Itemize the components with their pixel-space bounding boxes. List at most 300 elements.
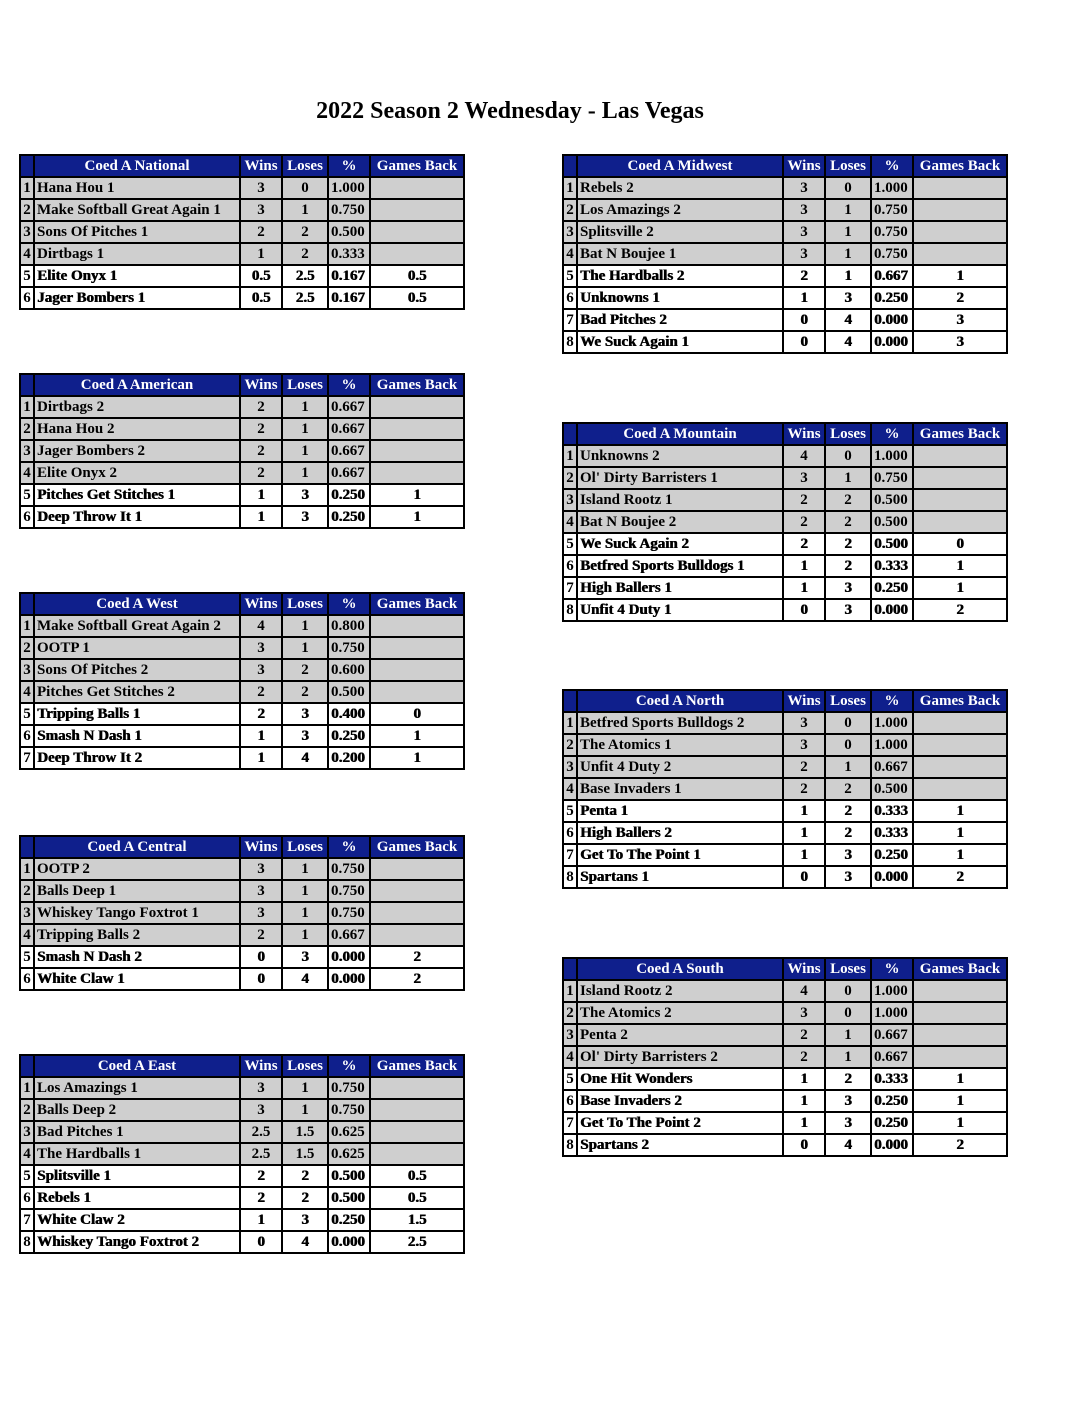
- loses-cell: 3: [282, 703, 328, 725]
- loses-cell: 2: [282, 1187, 328, 1209]
- rank-cell: 1: [20, 1077, 34, 1099]
- pct-cell: 0.000: [871, 309, 913, 331]
- rank-cell: 5: [20, 946, 34, 968]
- wins-cell: 3: [240, 177, 282, 199]
- team-name: Tripping Balls 2: [34, 924, 240, 946]
- team-name: High Ballers 2: [577, 822, 783, 844]
- games-back-cell: [913, 734, 1007, 756]
- table-row: [20, 462, 464, 484]
- header-wins: Wins: [240, 1055, 282, 1077]
- wins-cell: 1: [783, 1112, 825, 1134]
- games-back-cell: [370, 243, 464, 265]
- loses-cell: 1: [282, 902, 328, 924]
- table-row: [563, 778, 1007, 800]
- loses-cell: 2: [282, 681, 328, 703]
- games-back-cell: [370, 462, 464, 484]
- wins-cell: 2: [783, 533, 825, 555]
- rank-cell: 6: [20, 968, 34, 990]
- header-games-back: Games Back: [370, 155, 464, 177]
- pct-cell: 0.250: [328, 484, 370, 506]
- loses-cell: 3: [825, 577, 871, 599]
- team-name: Smash N Dash 2: [34, 946, 240, 968]
- header-pct: %: [328, 593, 370, 615]
- loses-cell: 2: [825, 800, 871, 822]
- loses-cell: 1.5: [282, 1143, 328, 1165]
- rank-cell: 2: [20, 1099, 34, 1121]
- header-loses: Loses: [825, 423, 871, 445]
- wins-cell: 4: [783, 445, 825, 467]
- header-row: [563, 958, 1007, 980]
- rank-cell: 6: [563, 1090, 577, 1112]
- standings-table-south: [562, 957, 1008, 1157]
- wins-cell: 2: [783, 756, 825, 778]
- wins-cell: 1: [240, 1209, 282, 1231]
- loses-cell: 3: [282, 484, 328, 506]
- header-row: [20, 374, 464, 396]
- wins-cell: 0: [240, 1231, 282, 1253]
- games-back-cell: 0: [913, 533, 1007, 555]
- table-row: [563, 177, 1007, 199]
- rank-cell: 1: [563, 712, 577, 734]
- games-back-cell: [913, 445, 1007, 467]
- pct-cell: 1.000: [871, 177, 913, 199]
- games-back-cell: [913, 221, 1007, 243]
- rank-cell: 5: [20, 703, 34, 725]
- games-back-cell: [913, 199, 1007, 221]
- team-name: Unfit 4 Duty 2: [577, 756, 783, 778]
- rank-cell: 8: [563, 1134, 577, 1156]
- header-wins: Wins: [783, 958, 825, 980]
- wins-cell: 1: [783, 577, 825, 599]
- table-row: [20, 1209, 464, 1231]
- loses-cell: 1: [282, 462, 328, 484]
- pct-cell: 0.667: [328, 440, 370, 462]
- rank-cell: 1: [20, 858, 34, 880]
- pct-cell: 0.333: [328, 243, 370, 265]
- pct-cell: 0.750: [328, 1077, 370, 1099]
- games-back-cell: 1: [913, 265, 1007, 287]
- wins-cell: 3: [240, 902, 282, 924]
- table-row: [563, 309, 1007, 331]
- wins-cell: 1: [240, 747, 282, 769]
- team-name: Balls Deep 2: [34, 1099, 240, 1121]
- standings-table-west: [19, 592, 465, 770]
- table-row: [20, 858, 464, 880]
- wins-cell: 2: [783, 1046, 825, 1068]
- loses-cell: 3: [825, 866, 871, 888]
- loses-cell: 0: [825, 712, 871, 734]
- games-back-cell: [913, 712, 1007, 734]
- table-row: [20, 880, 464, 902]
- wins-cell: 1: [783, 1090, 825, 1112]
- wins-cell: 0: [783, 331, 825, 353]
- team-name: Pitches Get Stitches 1: [34, 484, 240, 506]
- pct-cell: 0.250: [328, 725, 370, 747]
- pct-cell: 0.750: [328, 858, 370, 880]
- rank-cell: 2: [563, 1002, 577, 1024]
- header-games-back: Games Back: [370, 836, 464, 858]
- pct-cell: 0.600: [328, 659, 370, 681]
- games-back-cell: 2: [913, 1134, 1007, 1156]
- games-back-cell: [913, 1002, 1007, 1024]
- team-name: Unknowns 1: [577, 287, 783, 309]
- pct-cell: 0.667: [328, 462, 370, 484]
- table-row: [20, 199, 464, 221]
- rank-cell: 7: [563, 1112, 577, 1134]
- pct-cell: 0.167: [328, 265, 370, 287]
- table-row: [20, 924, 464, 946]
- rank-cell: 3: [563, 489, 577, 511]
- rank-cell: 6: [20, 725, 34, 747]
- games-back-cell: 1: [913, 822, 1007, 844]
- team-name: High Ballers 1: [577, 577, 783, 599]
- table-row: [563, 800, 1007, 822]
- team-name: Whiskey Tango Foxtrot 2: [34, 1231, 240, 1253]
- table-row: [20, 484, 464, 506]
- team-name: Get To The Point 1: [577, 844, 783, 866]
- team-name: Pitches Get Stitches 2: [34, 681, 240, 703]
- games-back-cell: [370, 199, 464, 221]
- loses-cell: 1: [825, 199, 871, 221]
- header-row: [20, 593, 464, 615]
- team-name: Make Softball Great Again 2: [34, 615, 240, 637]
- games-back-cell: [370, 418, 464, 440]
- rank-cell: 7: [563, 577, 577, 599]
- header-games-back: Games Back: [913, 690, 1007, 712]
- team-name: Ol' Dirty Barristers 2: [577, 1046, 783, 1068]
- table-row: [20, 725, 464, 747]
- table-row: [563, 533, 1007, 555]
- rank-cell: 5: [20, 265, 34, 287]
- header-wins: Wins: [240, 155, 282, 177]
- wins-cell: 3: [240, 659, 282, 681]
- table-row: [563, 577, 1007, 599]
- rank-cell: 7: [563, 309, 577, 331]
- header-games-back: Games Back: [370, 1055, 464, 1077]
- rank-cell: 3: [20, 659, 34, 681]
- table-row: [563, 734, 1007, 756]
- wins-cell: 1: [783, 822, 825, 844]
- rank-cell: 4: [563, 511, 577, 533]
- loses-cell: 4: [282, 747, 328, 769]
- games-back-cell: 0.5: [370, 287, 464, 309]
- header-loses: Loses: [282, 1055, 328, 1077]
- team-name: Whiskey Tango Foxtrot 1: [34, 902, 240, 924]
- rank-cell: 8: [563, 866, 577, 888]
- wins-cell: 2: [783, 489, 825, 511]
- header-games-back: Games Back: [913, 155, 1007, 177]
- wins-cell: 3: [783, 221, 825, 243]
- header-wins: Wins: [783, 690, 825, 712]
- pct-cell: 0.000: [871, 1134, 913, 1156]
- wins-cell: 2: [240, 396, 282, 418]
- wins-cell: 3: [783, 199, 825, 221]
- pct-cell: 0.750: [328, 1099, 370, 1121]
- table-row: [20, 703, 464, 725]
- header-rank-cell: [563, 690, 577, 712]
- team-name: Penta 2: [577, 1024, 783, 1046]
- loses-cell: 3: [282, 506, 328, 528]
- wins-cell: 0.5: [240, 287, 282, 309]
- header-loses: Loses: [825, 155, 871, 177]
- team-name: Sons Of Pitches 1: [34, 221, 240, 243]
- wins-cell: 3: [240, 858, 282, 880]
- wins-cell: 1: [240, 725, 282, 747]
- loses-cell: 2: [282, 1165, 328, 1187]
- header-wins: Wins: [240, 836, 282, 858]
- page-title: 2022 Season 2 Wednesday - Las Vegas: [316, 98, 704, 124]
- games-back-cell: [370, 177, 464, 199]
- pct-cell: 0.750: [871, 199, 913, 221]
- team-name: The Atomics 1: [577, 734, 783, 756]
- pct-cell: 0.750: [328, 199, 370, 221]
- loses-cell: 1.5: [282, 1121, 328, 1143]
- wins-cell: 1: [240, 506, 282, 528]
- table-row: [563, 199, 1007, 221]
- loses-cell: 1: [825, 265, 871, 287]
- loses-cell: 1: [282, 199, 328, 221]
- team-name: Elite Onyx 2: [34, 462, 240, 484]
- header-loses: Loses: [282, 155, 328, 177]
- wins-cell: 0: [783, 1134, 825, 1156]
- pct-cell: 0.667: [871, 756, 913, 778]
- loses-cell: 1: [825, 221, 871, 243]
- loses-cell: 1: [282, 858, 328, 880]
- wins-cell: 0: [783, 309, 825, 331]
- games-back-cell: 1: [370, 506, 464, 528]
- table-row: [20, 659, 464, 681]
- rank-cell: 3: [563, 221, 577, 243]
- header-loses: Loses: [282, 836, 328, 858]
- loses-cell: 2.5: [282, 287, 328, 309]
- header-pct: %: [328, 1055, 370, 1077]
- table-row: [563, 221, 1007, 243]
- games-back-cell: [370, 1099, 464, 1121]
- rank-cell: 5: [563, 533, 577, 555]
- table-row: [563, 1046, 1007, 1068]
- games-back-cell: 2: [913, 599, 1007, 621]
- table-row: [20, 946, 464, 968]
- team-name: Bat N Boujee 2: [577, 511, 783, 533]
- games-back-cell: 1: [913, 555, 1007, 577]
- rank-cell: 4: [20, 462, 34, 484]
- games-back-cell: [913, 467, 1007, 489]
- games-back-cell: [370, 659, 464, 681]
- table-row: [563, 756, 1007, 778]
- header-pct: %: [871, 155, 913, 177]
- loses-cell: 2: [825, 822, 871, 844]
- pct-cell: 0.750: [871, 467, 913, 489]
- loses-cell: 1: [282, 1099, 328, 1121]
- loses-cell: 3: [825, 599, 871, 621]
- rank-cell: 3: [563, 756, 577, 778]
- header-wins: Wins: [240, 374, 282, 396]
- loses-cell: 1: [825, 1024, 871, 1046]
- games-back-cell: 0.5: [370, 1165, 464, 1187]
- loses-cell: 2.5: [282, 265, 328, 287]
- rank-cell: 6: [563, 555, 577, 577]
- table-row: [563, 287, 1007, 309]
- pct-cell: 0.750: [328, 637, 370, 659]
- team-name: Deep Throw It 1: [34, 506, 240, 528]
- division-name: Coed A West: [34, 593, 240, 615]
- wins-cell: 3: [240, 880, 282, 902]
- wins-cell: 0: [240, 946, 282, 968]
- games-back-cell: [370, 440, 464, 462]
- wins-cell: 2: [783, 778, 825, 800]
- header-loses: Loses: [282, 593, 328, 615]
- loses-cell: 1: [282, 440, 328, 462]
- loses-cell: 0: [825, 1002, 871, 1024]
- pct-cell: 1.000: [871, 734, 913, 756]
- table-row: [20, 440, 464, 462]
- rank-cell: 1: [20, 615, 34, 637]
- pct-cell: 1.000: [328, 177, 370, 199]
- wins-cell: 0: [783, 866, 825, 888]
- division-name: Coed A American: [34, 374, 240, 396]
- rank-cell: 5: [563, 1068, 577, 1090]
- pct-cell: 0.000: [871, 331, 913, 353]
- loses-cell: 4: [282, 1231, 328, 1253]
- header-loses: Loses: [825, 690, 871, 712]
- loses-cell: 4: [282, 968, 328, 990]
- games-back-cell: [370, 1143, 464, 1165]
- loses-cell: 3: [825, 844, 871, 866]
- games-back-cell: 0.5: [370, 265, 464, 287]
- pct-cell: 0.500: [871, 778, 913, 800]
- table-row: [20, 243, 464, 265]
- rank-cell: 2: [563, 467, 577, 489]
- loses-cell: 0: [282, 177, 328, 199]
- table-row: [563, 822, 1007, 844]
- table-row: [20, 1143, 464, 1165]
- games-back-cell: [913, 177, 1007, 199]
- table-row: [20, 418, 464, 440]
- table-row: [20, 1077, 464, 1099]
- table-row: [563, 599, 1007, 621]
- header-rank-cell: [20, 374, 34, 396]
- table-row: [20, 968, 464, 990]
- table-row: [563, 467, 1007, 489]
- table-row: [20, 1099, 464, 1121]
- table-row: [20, 681, 464, 703]
- header-pct: %: [871, 690, 913, 712]
- team-name: White Claw 2: [34, 1209, 240, 1231]
- rank-cell: 2: [563, 199, 577, 221]
- team-name: Smash N Dash 1: [34, 725, 240, 747]
- division-name: Coed A Midwest: [577, 155, 783, 177]
- team-name: Hana Hou 2: [34, 418, 240, 440]
- team-name: Unfit 4 Duty 1: [577, 599, 783, 621]
- loses-cell: 3: [825, 1090, 871, 1112]
- pct-cell: 0.667: [328, 396, 370, 418]
- games-back-cell: [370, 681, 464, 703]
- loses-cell: 2: [825, 511, 871, 533]
- pct-cell: 0.500: [871, 533, 913, 555]
- pct-cell: 0.500: [328, 221, 370, 243]
- wins-cell: 2: [240, 924, 282, 946]
- table-row: [20, 177, 464, 199]
- pct-cell: 0.800: [328, 615, 370, 637]
- wins-cell: 3: [240, 1099, 282, 1121]
- pct-cell: 0.750: [328, 880, 370, 902]
- rank-cell: 3: [20, 440, 34, 462]
- rank-cell: 5: [20, 484, 34, 506]
- rank-cell: 3: [20, 1121, 34, 1143]
- header-games-back: Games Back: [370, 593, 464, 615]
- pct-cell: 1.000: [871, 1002, 913, 1024]
- header-rank-cell: [563, 423, 577, 445]
- pct-cell: 0.500: [328, 681, 370, 703]
- team-name: Island Rootz 2: [577, 980, 783, 1002]
- table-row: [563, 1090, 1007, 1112]
- header-rank-cell: [20, 1055, 34, 1077]
- pct-cell: 0.667: [328, 924, 370, 946]
- loses-cell: 4: [825, 309, 871, 331]
- loses-cell: 0: [825, 980, 871, 1002]
- games-back-cell: 1: [913, 844, 1007, 866]
- games-back-cell: 1: [370, 725, 464, 747]
- loses-cell: 2: [282, 659, 328, 681]
- table-row: [563, 1002, 1007, 1024]
- team-name: Island Rootz 1: [577, 489, 783, 511]
- loses-cell: 2: [825, 533, 871, 555]
- games-back-cell: 1.5: [370, 1209, 464, 1231]
- rank-cell: 6: [563, 822, 577, 844]
- header-wins: Wins: [783, 423, 825, 445]
- header-row: [20, 836, 464, 858]
- team-name: Base Invaders 2: [577, 1090, 783, 1112]
- rank-cell: 6: [563, 287, 577, 309]
- wins-cell: 2.5: [240, 1143, 282, 1165]
- division-name: Coed A South: [577, 958, 783, 980]
- table-row: [563, 1112, 1007, 1134]
- header-rank-cell: [20, 155, 34, 177]
- loses-cell: 1: [825, 467, 871, 489]
- division-name: Coed A North: [577, 690, 783, 712]
- team-name: Bat N Boujee 1: [577, 243, 783, 265]
- games-back-cell: [913, 1024, 1007, 1046]
- pct-cell: 1.000: [871, 445, 913, 467]
- team-name: Balls Deep 1: [34, 880, 240, 902]
- table-row: [563, 1024, 1007, 1046]
- pct-cell: 0.500: [871, 511, 913, 533]
- team-name: Bad Pitches 2: [577, 309, 783, 331]
- header-pct: %: [328, 836, 370, 858]
- wins-cell: 3: [240, 637, 282, 659]
- rank-cell: 1: [20, 177, 34, 199]
- header-loses: Loses: [825, 958, 871, 980]
- rank-cell: 4: [20, 1143, 34, 1165]
- games-back-cell: 3: [913, 331, 1007, 353]
- pct-cell: 0.250: [871, 577, 913, 599]
- pct-cell: 0.333: [871, 822, 913, 844]
- team-name: Rebels 1: [34, 1187, 240, 1209]
- games-back-cell: [370, 924, 464, 946]
- rank-cell: 2: [563, 734, 577, 756]
- games-back-cell: [913, 243, 1007, 265]
- games-back-cell: [370, 615, 464, 637]
- team-name: Penta 1: [577, 800, 783, 822]
- team-name: Base Invaders 1: [577, 778, 783, 800]
- standings-table-american: [19, 373, 465, 529]
- team-name: The Atomics 2: [577, 1002, 783, 1024]
- wins-cell: 0.5: [240, 265, 282, 287]
- header-pct: %: [871, 423, 913, 445]
- header-games-back: Games Back: [913, 423, 1007, 445]
- team-name: Ol' Dirty Barristers 1: [577, 467, 783, 489]
- pct-cell: 0.500: [328, 1165, 370, 1187]
